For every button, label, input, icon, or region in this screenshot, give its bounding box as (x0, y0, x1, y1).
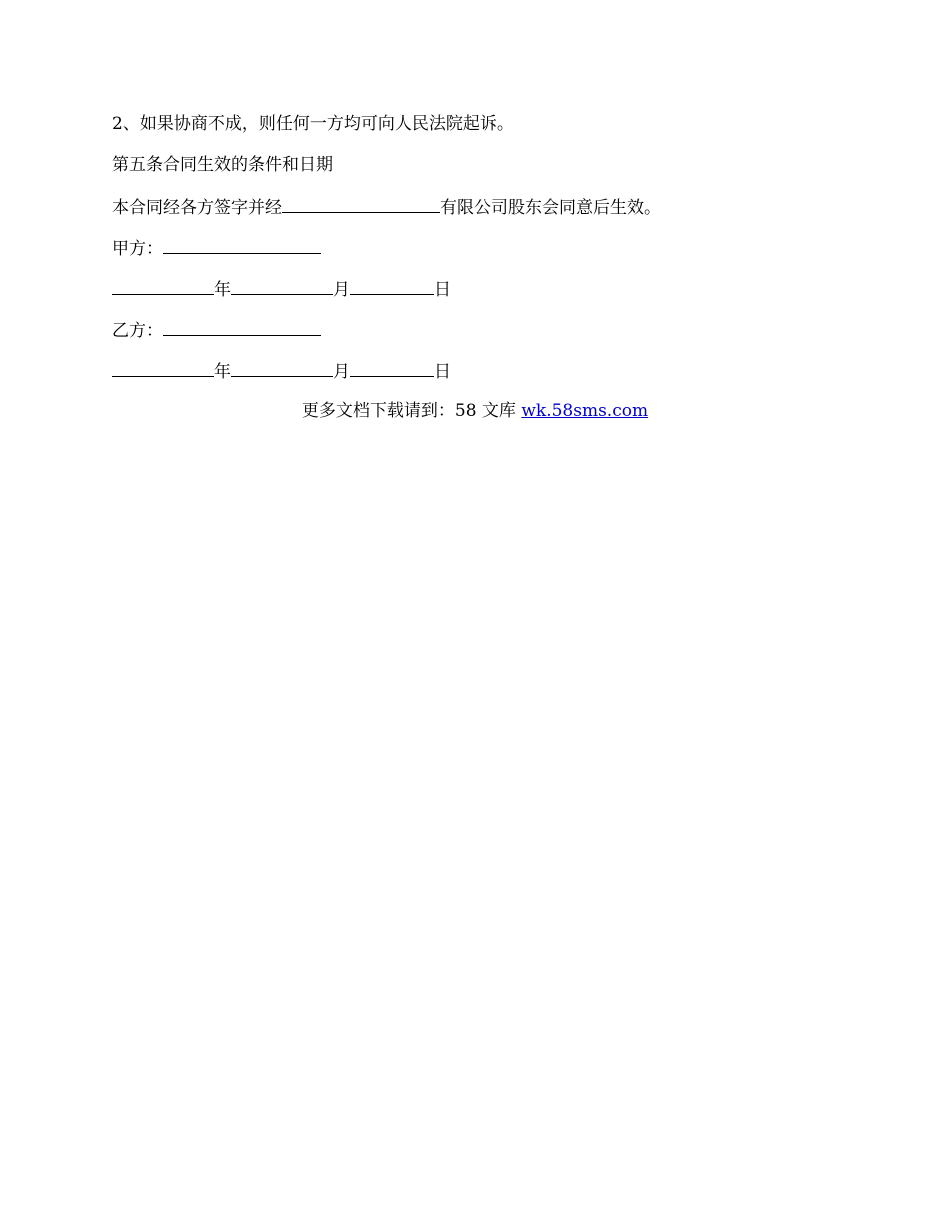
year-label: 年 (214, 280, 231, 300)
party-a-date-line (112, 277, 451, 301)
month-label: 月 (333, 362, 350, 382)
day-label: 日 (434, 362, 451, 382)
party-b-day-blank[interactable] (350, 359, 434, 377)
article-5-title: 第五条合同生效的条件和日期 (112, 155, 333, 175)
party-a-month-blank[interactable] (231, 277, 333, 295)
clause-2: 2、如果协商不成，则任何一方均可向人民法院起诉。 (112, 114, 514, 134)
effect-prefix: 本合同经各方签字并经 (112, 198, 282, 218)
party-b-line (112, 318, 321, 342)
party-a-label: 甲方： (112, 239, 163, 259)
footer-link[interactable]: wk.58sms.com (521, 401, 649, 421)
party-b-blank[interactable] (163, 318, 321, 336)
effect-clause (112, 195, 661, 219)
month-label: 月 (333, 280, 350, 300)
footer (0, 400, 950, 422)
party-b-label: 乙方： (112, 321, 163, 341)
party-a-blank[interactable] (163, 236, 321, 254)
party-b-date-line (112, 359, 451, 383)
party-a-year-blank[interactable] (112, 277, 214, 295)
day-label: 日 (434, 280, 451, 300)
party-a-day-blank[interactable] (350, 277, 434, 295)
year-label: 年 (214, 362, 231, 382)
party-a-line (112, 236, 321, 260)
company-name-blank[interactable] (282, 195, 440, 213)
footer-text: 更多文档下载请到：58 文库 (301, 401, 522, 421)
party-b-month-blank[interactable] (231, 359, 333, 377)
party-b-year-blank[interactable] (112, 359, 214, 377)
effect-suffix: 有限公司股东会同意后生效。 (440, 198, 661, 218)
